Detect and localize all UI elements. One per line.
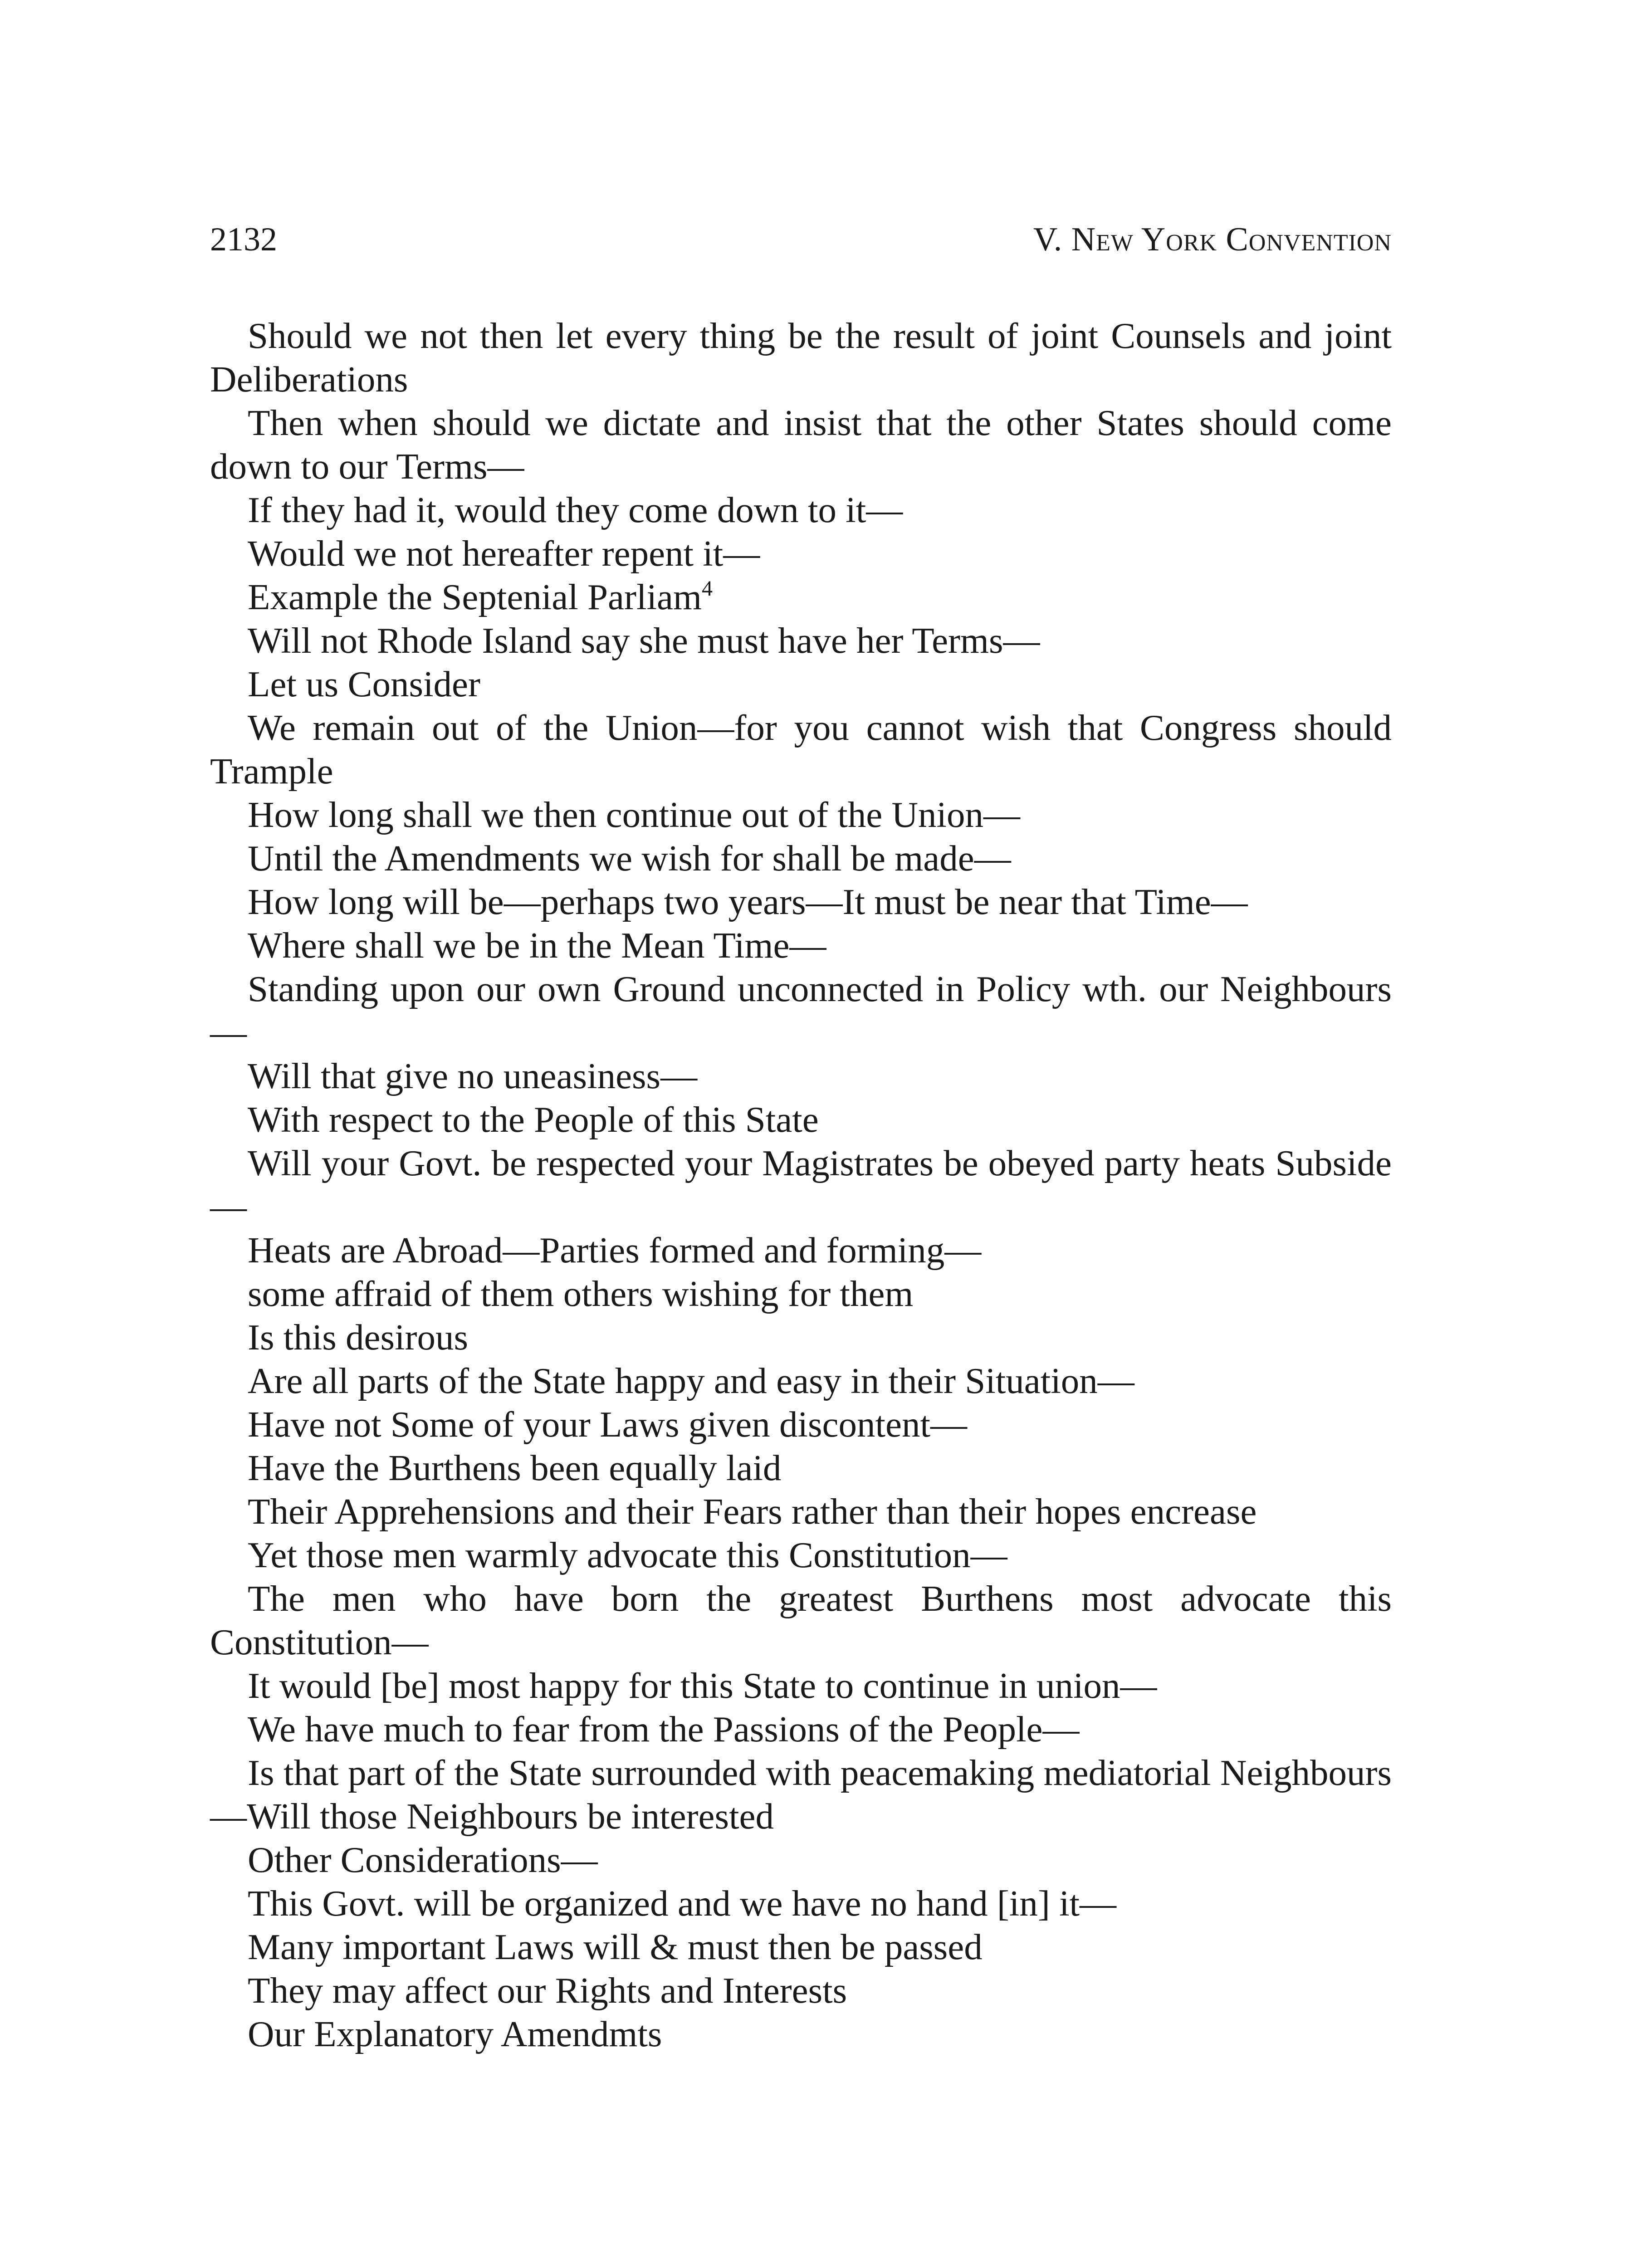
paragraph-text: They may affect our Rights and Interests — [248, 1970, 847, 2011]
paragraph — [210, 1533, 1392, 1577]
paragraph — [210, 1751, 1392, 1838]
paragraph — [210, 1838, 1392, 1882]
paragraph — [210, 1882, 1392, 1925]
paragraph-text: Will that give no uneasiness— — [248, 1056, 698, 1096]
paragraph-text: The men who have born the greatest Burthens most advocate this Constitution— — [210, 1578, 1392, 1662]
paragraph — [210, 1707, 1392, 1751]
paragraph-text: Standing upon our own Ground unconnected in Policy wth. our Neighbours— — [210, 968, 1392, 1053]
paragraph-text: Where shall we be in the Mean Time— — [248, 925, 826, 966]
running-title: V. New York Convention — [1033, 221, 1392, 258]
paragraph-text: Example the Septenial Parliam — [248, 577, 702, 617]
paragraph — [210, 1359, 1392, 1403]
paragraph — [210, 575, 1392, 619]
paragraph-text: This Govt. will be organized and we have no hand [in] it— — [248, 1883, 1117, 1924]
paragraph-text: Should we not then let every thing be the result of joint Counsels and joint Deliberations — [210, 315, 1392, 400]
paragraph-text: Are all parts of the State happy and easy in their Situation— — [248, 1360, 1134, 1401]
paragraph — [210, 706, 1392, 793]
paragraph — [210, 1925, 1392, 1969]
paragraph-text: some affraid of them others wishing for them — [248, 1273, 914, 1314]
running-header — [210, 218, 1392, 261]
paragraph — [210, 1969, 1392, 2012]
paragraph — [210, 836, 1392, 880]
paragraph-text: Have not Some of your Laws given discontent— — [248, 1404, 967, 1445]
paragraph-text: Have the Burthens been equally laid — [248, 1447, 782, 1488]
paragraph-text: Would we not hereafter repent it— — [248, 533, 760, 574]
document-page — [210, 218, 1392, 2056]
paragraph — [210, 793, 1392, 836]
paragraph — [210, 967, 1392, 1054]
paragraph-text: Let us Consider — [248, 664, 480, 704]
paragraph-text: Is this desirous — [248, 1317, 468, 1358]
body-text — [210, 314, 1392, 2056]
paragraph-text: Our Explanatory Amendmts — [248, 2014, 662, 2054]
paragraph-text: Then when should we dictate and insist that the other States should come down to our Terms— — [210, 402, 1392, 487]
paragraph — [210, 1403, 1392, 1446]
paragraph-text: It would [be] most happy for this State to continue in union— — [248, 1665, 1157, 1706]
paragraph — [210, 1490, 1392, 1533]
paragraph-text: With respect to the People of this State — [248, 1099, 819, 1140]
paragraph — [210, 924, 1392, 967]
paragraph — [210, 1664, 1392, 1707]
paragraph-text: How long shall we then continue out of the Union— — [248, 794, 1020, 835]
paragraph-text: Many important Laws will & must then be passed — [248, 1926, 983, 1967]
paragraph — [210, 1054, 1392, 1098]
paragraph — [210, 488, 1392, 532]
paragraph-text: We have much to fear from the Passions of the People— — [248, 1709, 1080, 1750]
paragraph — [210, 1446, 1392, 1490]
footnote-marker: 4 — [701, 577, 713, 601]
paragraph — [210, 662, 1392, 706]
paragraph — [210, 314, 1392, 401]
paragraph-text: Their Apprehensions and their Fears rather than their hopes encrease — [248, 1491, 1257, 1532]
paragraph — [210, 1098, 1392, 1141]
paragraph-text: Will your Govt. be respected your Magistrates be obeyed party heats Subside— — [210, 1143, 1392, 1227]
paragraph-text: We remain out of the Union—for you cannot wish that Congress should Trample — [210, 707, 1392, 792]
paragraph — [210, 2012, 1392, 2056]
paragraph-text: Is that part of the State surrounded with peacemaking mediatorial Neighbours—Will those Neighbours be interested — [210, 1752, 1392, 1837]
paragraph-text: How long will be—perhaps two years—It must be near that Time— — [248, 881, 1248, 922]
paragraph — [210, 1272, 1392, 1315]
paragraph — [210, 1228, 1392, 1272]
paragraph — [210, 401, 1392, 488]
paragraph-text: Until the Amendments we wish for shall be made— — [248, 838, 1011, 879]
paragraph — [210, 1315, 1392, 1359]
paragraph — [210, 1577, 1392, 1664]
paragraph — [210, 619, 1392, 662]
paragraph-text: If they had it, would they come down to it— — [248, 489, 903, 530]
paragraph — [210, 532, 1392, 575]
paragraph-text: Other Considerations— — [248, 1839, 598, 1880]
paragraph-text: Heats are Abroad—Parties formed and forming— — [248, 1230, 982, 1271]
paragraph — [210, 1141, 1392, 1228]
paragraph — [210, 880, 1392, 924]
paragraph-text: Yet those men warmly advocate this Constitution— — [248, 1535, 1007, 1575]
paragraph-text: Will not Rhode Island say she must have her Terms— — [248, 620, 1040, 661]
page-number: 2132 — [210, 221, 277, 258]
